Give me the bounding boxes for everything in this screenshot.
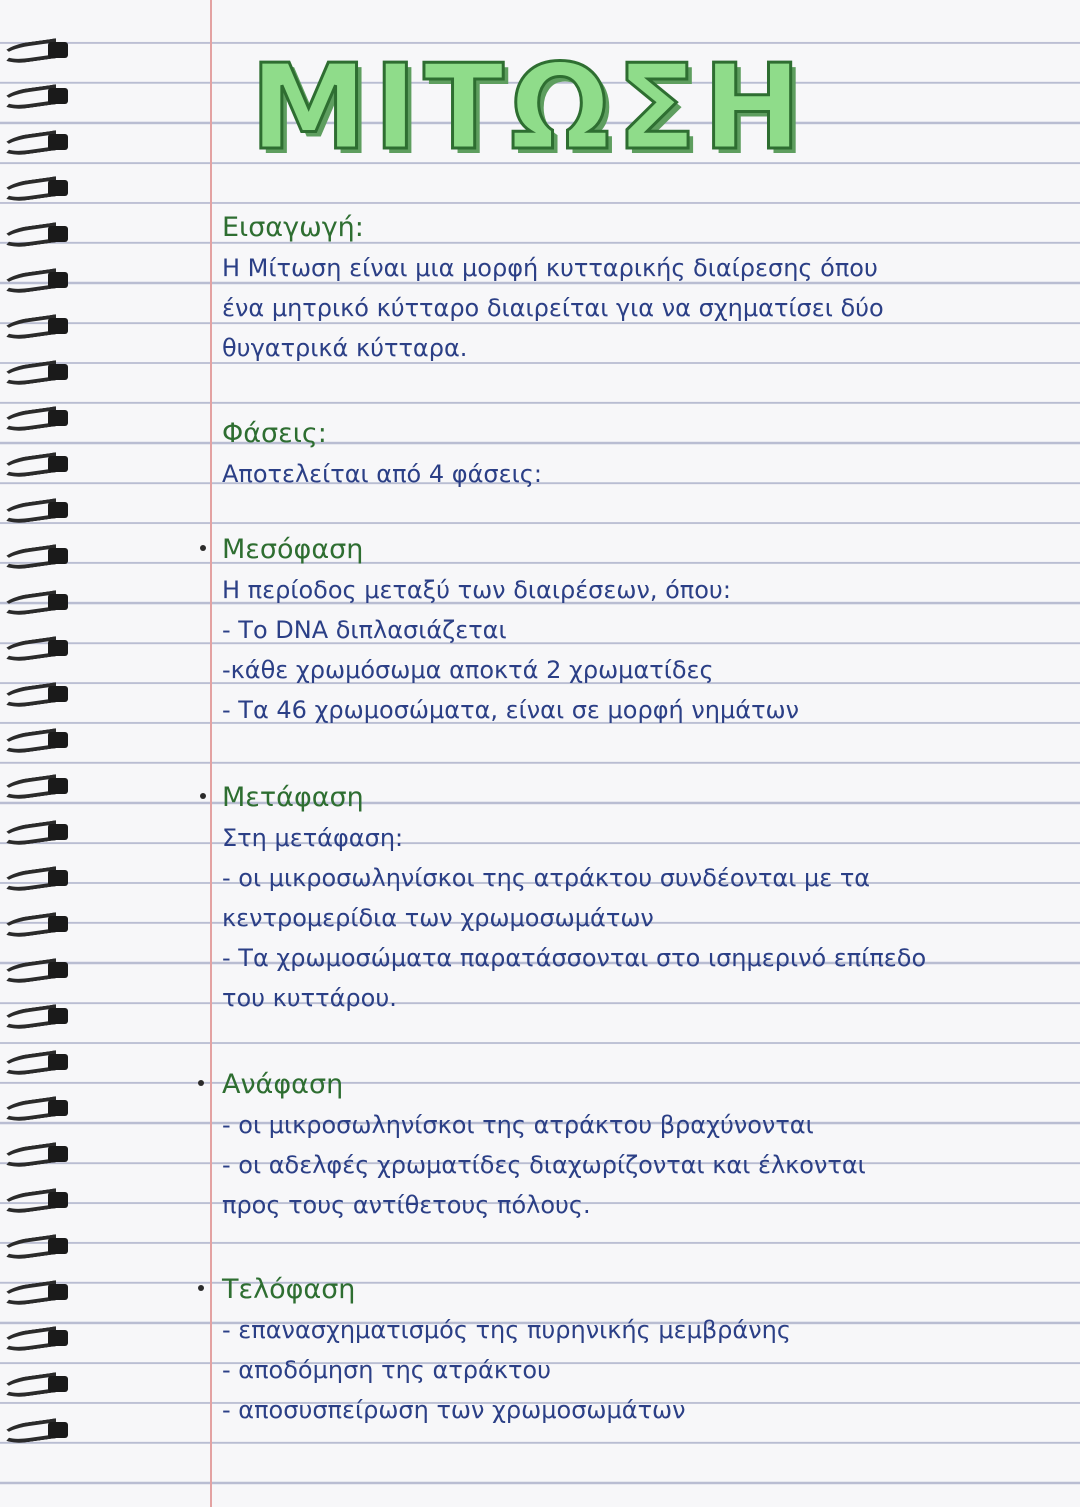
intro-section <box>222 208 884 368</box>
metaphase-line: - οι μικροσωληνίσκοι της ατράκτου συνδέονται με τα <box>222 864 871 892</box>
telophase-line: - αποσυσπείρωση των χρωμοσωμάτων <box>222 1396 686 1424</box>
spiral-coil <box>2 684 72 710</box>
spiral-binding <box>0 0 80 1507</box>
spiral-coil <box>2 730 72 756</box>
metaphase-line: - Τα χρωμοσώματα παρατάσσονται στο ισημερινό επίπεδο <box>222 944 927 972</box>
phases-heading: Φάσεις: <box>222 418 327 449</box>
interphase-heading: Μεσόφαση <box>222 534 364 565</box>
spiral-hole <box>48 640 68 656</box>
spiral-hole <box>48 1238 68 1254</box>
metaphase-section <box>222 778 926 1018</box>
spiral-hole <box>48 226 68 242</box>
anaphase-line: προς τους αντίθετους πόλους. <box>222 1191 591 1219</box>
anaphase-line: - οι αδελφές χρωματίδες διαχωρίζονται και έλκονται <box>222 1151 866 1179</box>
spiral-coil <box>2 1328 72 1354</box>
spiral-coil <box>2 40 72 66</box>
spiral-coil <box>2 1144 72 1170</box>
spiral-coil <box>2 178 72 204</box>
spiral-hole <box>48 1192 68 1208</box>
spiral-hole <box>48 962 68 978</box>
anaphase-heading: Ανάφαση <box>222 1069 344 1100</box>
spiral-coil <box>2 1098 72 1124</box>
spiral-coil <box>2 500 72 526</box>
spiral-hole <box>48 502 68 518</box>
phases-line: Αποτελείται από 4 φάσεις: <box>222 460 542 488</box>
spiral-hole <box>48 1376 68 1392</box>
interphase-section <box>222 530 799 730</box>
metaphase-line: του κυττάρου. <box>222 984 397 1012</box>
spiral-coil <box>2 1282 72 1308</box>
spiral-coil <box>2 362 72 388</box>
spiral-hole <box>48 916 68 932</box>
spiral-hole <box>48 1146 68 1162</box>
spiral-coil <box>2 592 72 618</box>
bullet-dot <box>198 1080 204 1086</box>
spiral-hole <box>48 824 68 840</box>
spiral-hole <box>48 364 68 380</box>
spiral-hole <box>48 410 68 426</box>
anaphase-section <box>222 1065 866 1225</box>
interphase-line: - Το DNA διπλασιάζεται <box>222 616 507 644</box>
spiral-coil <box>2 914 72 940</box>
spiral-hole <box>48 778 68 794</box>
bullet-dot <box>200 793 206 799</box>
intro-line: Η Μίτωση είναι μια μορφή κυτταρικής διαίρεσης όπου <box>222 254 878 282</box>
metaphase-line: Στη μετάφαση: <box>222 824 404 852</box>
spiral-hole <box>48 1054 68 1070</box>
spiral-coil <box>2 454 72 480</box>
spiral-coil <box>2 960 72 986</box>
spiral-coil <box>2 132 72 158</box>
spiral-hole <box>48 870 68 886</box>
spiral-coil <box>2 1006 72 1032</box>
spiral-hole <box>48 88 68 104</box>
page-title <box>250 38 808 176</box>
spiral-coil <box>2 270 72 296</box>
spiral-hole <box>48 1008 68 1024</box>
intro-heading: Εισαγωγή: <box>222 212 364 243</box>
interphase-line: -κάθε χρωμόσωμα αποκτά 2 χρωματίδες <box>222 656 714 684</box>
spiral-hole <box>48 594 68 610</box>
spiral-coil <box>2 1190 72 1216</box>
phases-section <box>222 414 542 494</box>
telophase-line: - αποδόμηση της ατράκτου <box>222 1356 552 1384</box>
spiral-hole <box>48 686 68 702</box>
interphase-line: Η περίοδος μεταξύ των διαιρέσεων, όπου: <box>222 576 731 604</box>
spiral-hole <box>48 1422 68 1438</box>
spiral-coil <box>2 1052 72 1078</box>
spiral-coil <box>2 1420 72 1446</box>
anaphase-line: - οι μικροσωληνίσκοι της ατράκτου βραχύνονται <box>222 1111 814 1139</box>
spiral-coil <box>2 408 72 434</box>
metaphase-line: κεντρομερίδια των χρωμοσωμάτων <box>222 904 654 932</box>
interphase-line: - Τα 46 χρωμοσώματα, είναι σε μορφή νημάτων <box>222 696 800 724</box>
margin-line <box>210 0 212 1507</box>
spiral-hole <box>48 1284 68 1300</box>
spiral-hole <box>48 318 68 334</box>
telophase-heading: Τελόφαση <box>222 1274 356 1305</box>
spiral-hole <box>48 456 68 472</box>
intro-line: ένα μητρικό κύτταρο διαιρείται για να σχηματίσει δύο <box>222 294 884 322</box>
spiral-coil <box>2 1374 72 1400</box>
bullet-dot <box>198 1285 204 1291</box>
spiral-coil <box>2 1236 72 1262</box>
spiral-coil <box>2 546 72 572</box>
telophase-line: - επανασχηματισμός της πυρηνικής μεμβράνης <box>222 1316 791 1344</box>
spiral-hole <box>48 134 68 150</box>
spiral-hole <box>48 548 68 564</box>
spiral-hole <box>48 1330 68 1346</box>
spiral-coil <box>2 776 72 802</box>
spiral-hole <box>48 42 68 58</box>
spiral-hole <box>48 272 68 288</box>
spiral-coil <box>2 86 72 112</box>
spiral-coil <box>2 224 72 250</box>
metaphase-heading: Μετάφαση <box>222 782 364 813</box>
spiral-hole <box>48 732 68 748</box>
spiral-coil <box>2 822 72 848</box>
spiral-hole <box>48 1100 68 1116</box>
telophase-section <box>222 1270 791 1430</box>
spiral-coil <box>2 316 72 342</box>
bullet-dot <box>200 545 206 551</box>
title-text: ΜΙΤΩΣΗ <box>250 38 808 176</box>
spiral-coil <box>2 868 72 894</box>
spiral-hole <box>48 180 68 196</box>
intro-line: θυγατρικά κύτταρα. <box>222 334 468 362</box>
spiral-coil <box>2 638 72 664</box>
